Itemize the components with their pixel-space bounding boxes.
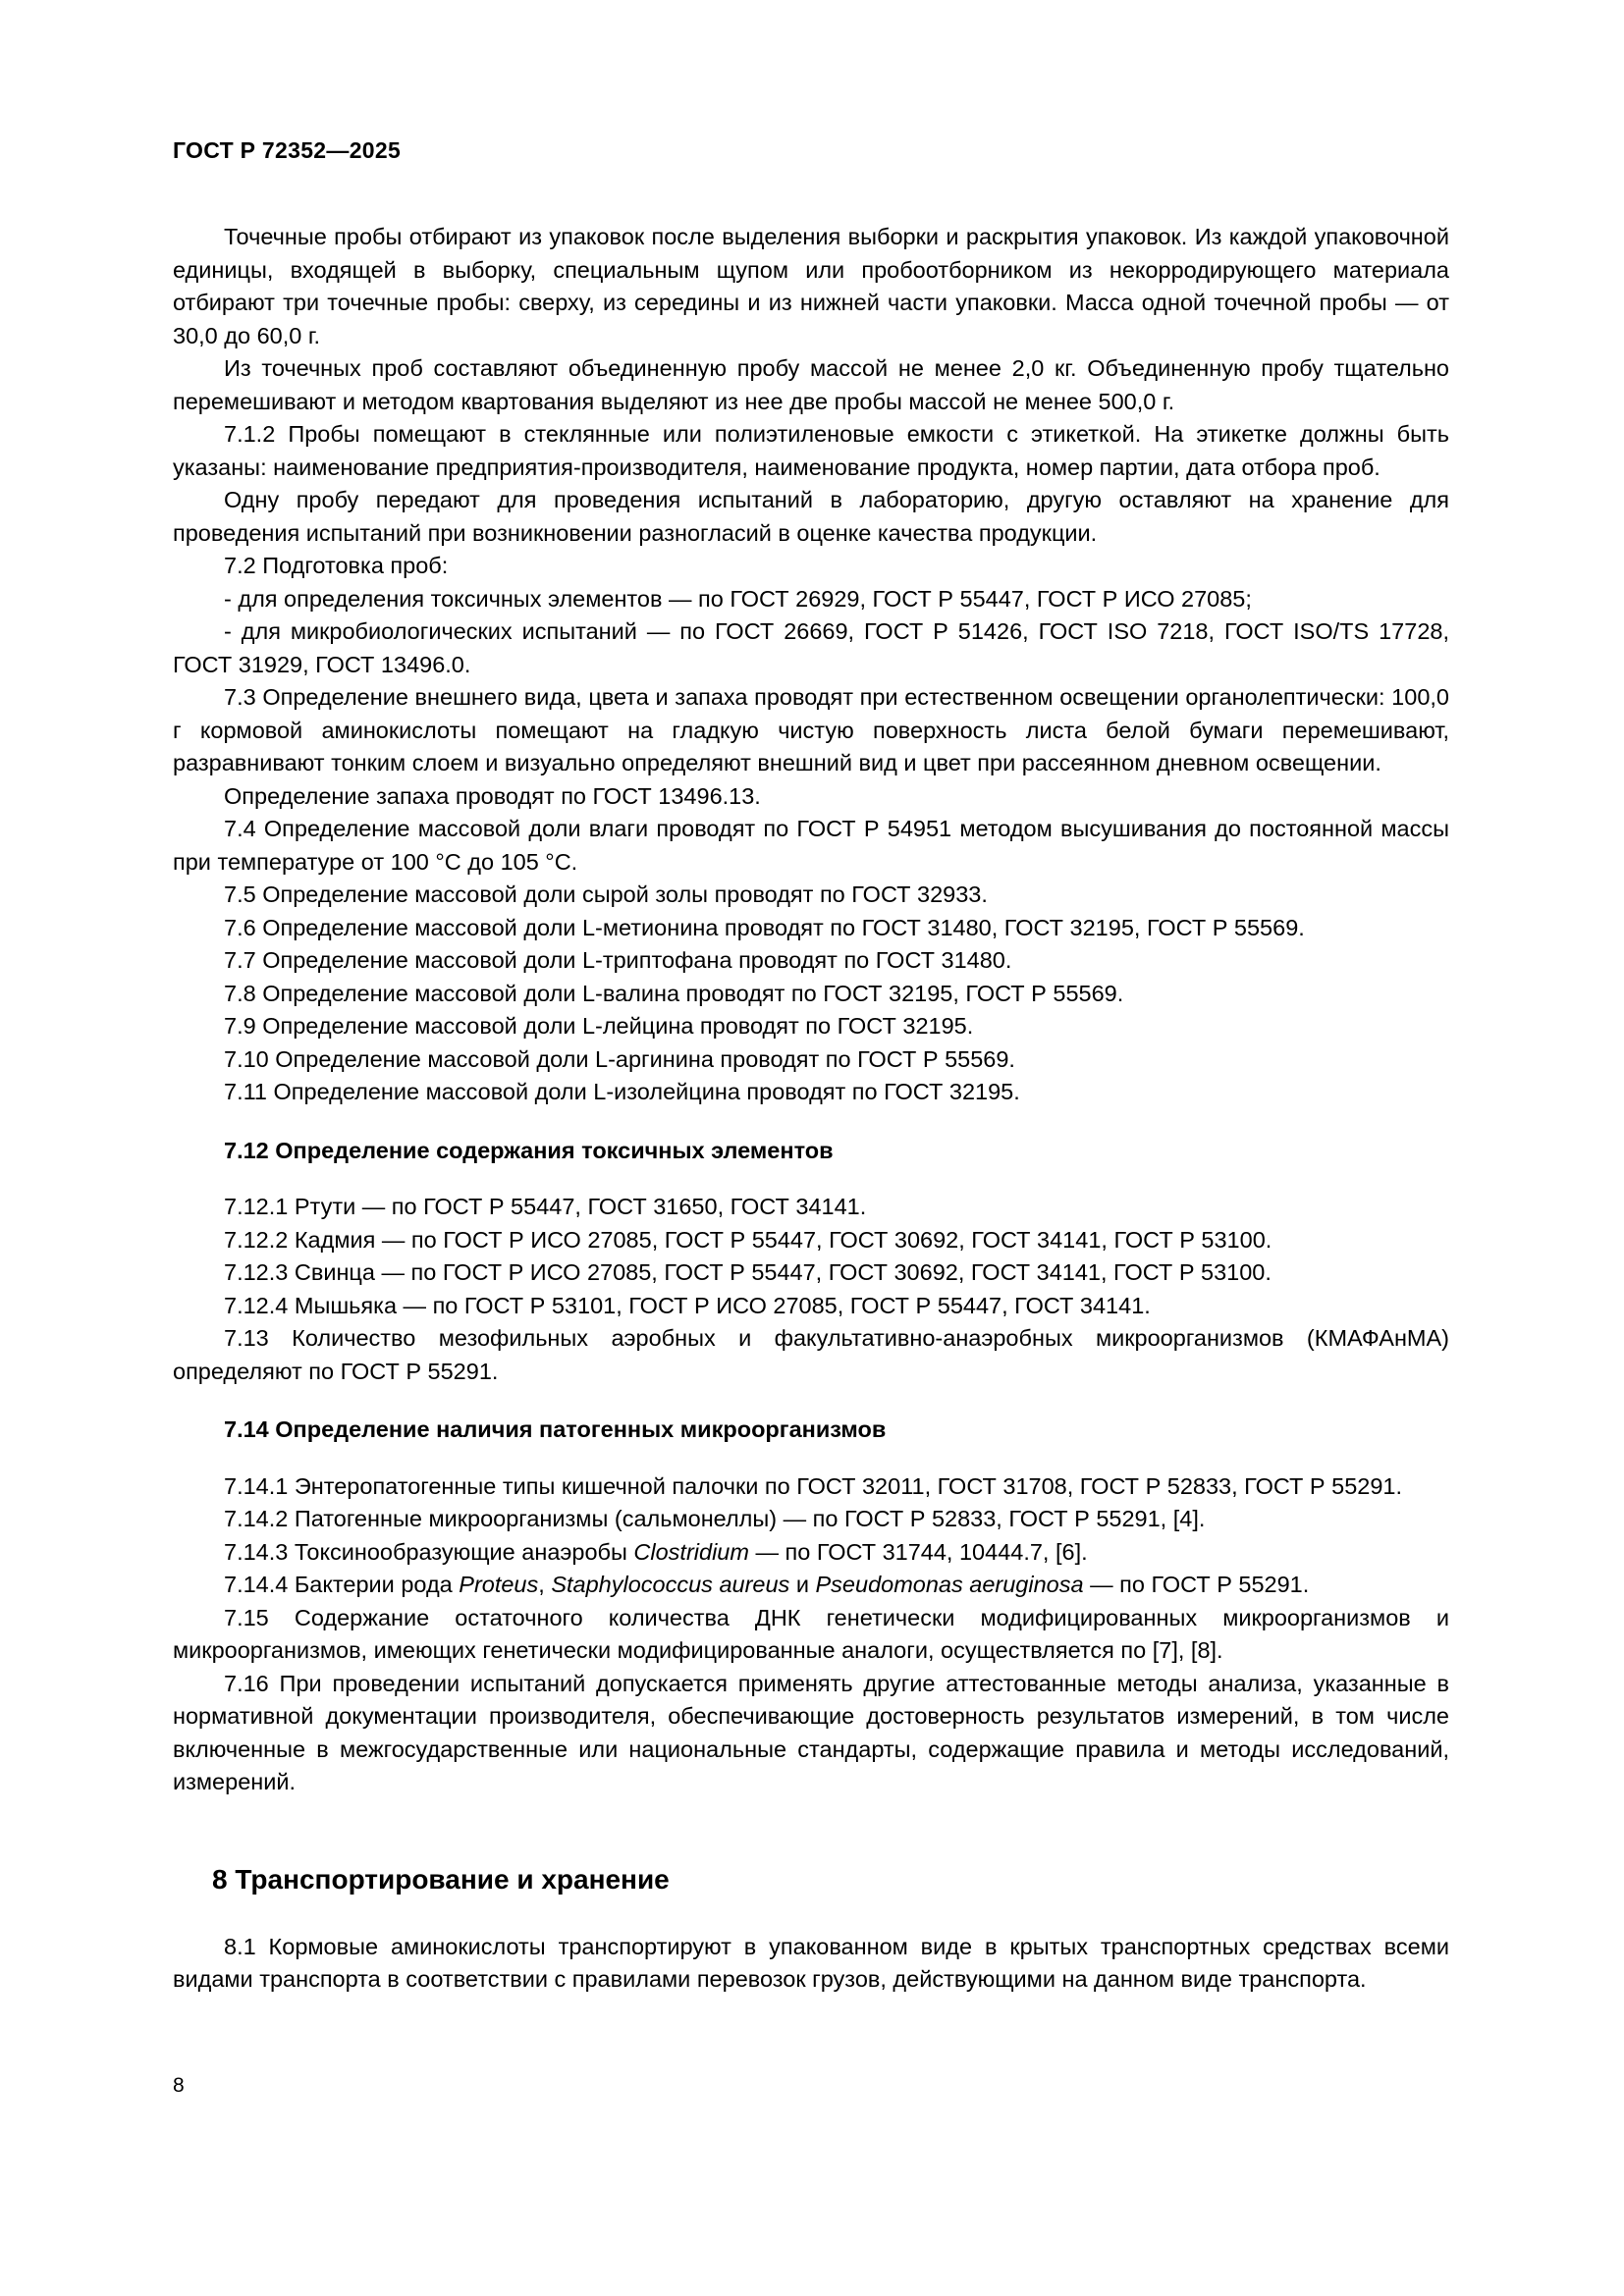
paragraph-7-2: 7.2 Подготовка проб:: [224, 553, 449, 578]
paragraph-7-12-3: 7.12.3 Свинца — по ГОСТ Р ИСО 27085, ГОСТ Р 55447, ГОСТ 30692, ГОСТ 34141, ГОСТ Р 53100.: [224, 1259, 1272, 1285]
paragraph-7-3: 7.3 Определение внешнего вида, цвета и запаха проводят при естественном освещении органолептически: 100,0 г кормовой аминокислоты помещают на гладкую чистую поверхность листа белой бумаги перемешивают, разравнивают тонким слоем и визуально определяют внешний вид и цвет при рассеянном дневном освещении.: [173, 684, 1449, 775]
document-header: ГОСТ Р 72352—2025: [173, 137, 402, 163]
taxon-proteus: Proteus: [459, 1572, 539, 1597]
paragraph-7-12-2: 7.12.2 Кадмия — по ГОСТ Р ИСО 27085, ГОСТ Р 55447, ГОСТ 30692, ГОСТ 34141, ГОСТ Р 53100.: [224, 1226, 1272, 1253]
text-run: и: [789, 1572, 816, 1597]
paragraph-8-1: 8.1 Кормовые аминокислоты транспортируют в упакованном виде в крытых транспортных средствах всеми видами транспорта в соответствии с правилами перевозок грузов, действующими на данном виде транспорта.: [173, 1933, 1449, 1992]
paragraph-7-6: 7.6 Определение массовой доли L-метионина проводят по ГОСТ 31480, ГОСТ 32195, ГОСТ Р 55569.: [224, 914, 1305, 940]
list-item-toxic-elements: - для определения токсичных элементов — по ГОСТ 26929, ГОСТ Р 55447, ГОСТ Р ИСО 27085;: [224, 585, 1252, 612]
paragraph-7-10: 7.10 Определение массовой доли L-аргинина проводят по ГОСТ Р 55569.: [224, 1045, 1015, 1072]
paragraph-7-12-4: 7.12.4 Мышьяка — по ГОСТ Р 53101, ГОСТ Р ИСО 27085, ГОСТ Р 55447, ГОСТ 34141.: [224, 1292, 1151, 1318]
paragraph-7-4: 7.4 Определение массовой доли влаги проводят по ГОСТ Р 54951 методом высушивания до постоянной массы при температуре от 100 °С до 105 °С.: [173, 816, 1449, 875]
text-run: — по ГОСТ Р 55291.: [1083, 1572, 1310, 1597]
text-run: 7.14.4 Бактерии рода: [224, 1572, 460, 1597]
paragraph-7-9: 7.9 Определение массовой доли L-лейцина проводят по ГОСТ 32195.: [224, 1013, 974, 1039]
page-content: [173, 137, 1449, 1997]
paragraph-7-1-2: 7.1.2 Пробы помещают в стеклянные или полиэтиленовые емкости с этикеткой. На этикетке должны быть указаны: наименование предприятия-производителя, наименование продукта, номер партии, дата отбора проб.: [173, 421, 1449, 480]
paragraph-7-13: 7.13 Количество мезофильных аэробных и факультативно-анаэробных микроорганизмов (КМАФАнМА) определяют по ГОСТ Р 55291.: [173, 1325, 1449, 1384]
text-run: — по ГОСТ 31744, 10444.7, [6].: [748, 1538, 1088, 1565]
list-item-microbiological: - для микробиологических испытаний — по ГОСТ 26669, ГОСТ Р 51426, ГОСТ ISO 7218, ГОСТ ISO/TS 17728, ГОСТ 31929, ГОСТ 13496.0.: [173, 618, 1449, 677]
heading-7-14: 7.14 Определение наличия патогенных микроорганизмов: [224, 1416, 887, 1442]
heading-7-12: 7.12 Определение содержания токсичных элементов: [224, 1137, 834, 1163]
paragraph-7-15: 7.15 Содержание остаточного количества ДНК генетически модифицированных микроорганизмов и микроорганизмов, имеющих генетически модифицированные аналоги, осуществляется по [7], [8].: [173, 1604, 1449, 1663]
paragraph-7-16: 7.16 При проведении испытаний допускается применять другие аттестованные методы анализа, указанные в нормативной документации производителя, обеспечивающие достоверность результатов измерений, в том числе включенные в межгосударственные или национальные стандарты, содержащие правила и методы исследований, измерений.: [173, 1670, 1449, 1794]
paragraph-7-14-4: [173, 1569, 1449, 1602]
paragraph-7-14-2: 7.14.2 Патогенные микроорганизмы (сальмонеллы) — по ГОСТ Р 52833, ГОСТ Р 55291, [4].: [224, 1506, 1206, 1531]
paragraph-odour: Определение запаха проводят по ГОСТ 13496.13.: [224, 782, 761, 809]
page-number: 8: [173, 2074, 185, 2097]
paragraph-7-12-1: 7.12.1 Ртути — по ГОСТ Р 55447, ГОСТ 31650, ГОСТ 34141.: [224, 1194, 867, 1219]
paragraph-sampling-points: Точечные пробы отбирают из упаковок после выделения выборки и раскрытия упаковок. Из каждой упаковочной единицы, входящей в выборку, специальным щупом или пробоотборником из некорродирующего материала отбирают три точечные пробы: сверху, из середины и из нижней части упаковки. Масса одной точечной пробы — от 30,0 до 60,0 г.: [173, 224, 1449, 348]
paragraph-7-5: 7.5 Определение массовой доли сырой золы проводят по ГОСТ 32933.: [224, 881, 988, 907]
taxon-pseudomonas-aeruginosa: Pseudomonas aeruginosa: [815, 1572, 1084, 1597]
paragraph-7-7: 7.7 Определение массовой доли L-триптофана проводят по ГОСТ 31480.: [224, 947, 1012, 973]
paragraph-7-8: 7.8 Определение массовой доли L-валина проводят по ГОСТ 32195, ГОСТ Р 55569.: [224, 980, 1124, 1006]
text-run: ,: [538, 1572, 552, 1597]
text-run: 7.14.3 Токсинообразующие анаэробы: [224, 1538, 634, 1565]
heading-section-8: 8 Транспортирование и хранение: [212, 1863, 670, 1895]
taxon-staphylococcus-aureus: Staphylococcus aureus: [551, 1572, 790, 1597]
paragraph-combined-sample: Из точечных проб составляют объединенную пробу массой не менее 2,0 кг. Объединенную пробу тщательно перемешивают и методом квартования выделяют из нее две пробы массой не менее 500,0 г.: [173, 355, 1449, 414]
paragraph-7-14-3: [173, 1536, 1449, 1570]
paragraph-7-14-1: 7.14.1 Энтеропатогенные типы кишечной палочки по ГОСТ 32011, ГОСТ 31708, ГОСТ Р 52833, ГОСТ Р 55291.: [224, 1472, 1403, 1499]
paragraph-sample-storage: Одну пробу передают для проведения испытаний в лабораторию, другую оставляют на хранение для проведения испытаний при возникновении разногласий в оценке качества продукции.: [173, 487, 1449, 546]
taxon-clostridium: Clostridium: [633, 1538, 749, 1565]
paragraph-7-11: 7.11 Определение массовой доли L-изолейцина проводят по ГОСТ 32195.: [224, 1079, 1020, 1104]
